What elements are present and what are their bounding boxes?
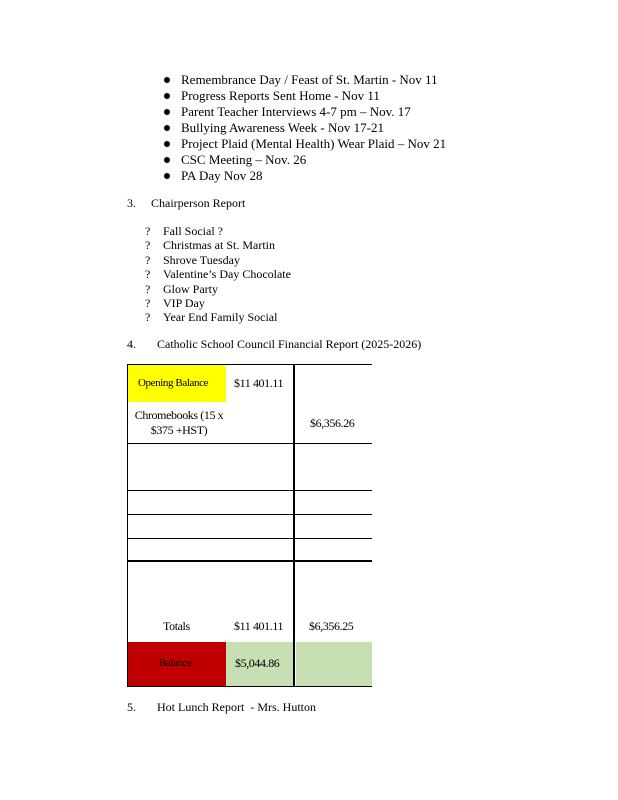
bullet-icon [164,93,170,99]
section-4-number: 4. [127,337,136,351]
question-marker-icon: ? [145,296,151,310]
section-5-title: Hot Lunch Report - Mrs. Hutton [157,700,316,714]
event-item: Bullying Awareness Week - Nov 17-21 [181,120,384,135]
section-3-number: 3. [127,196,136,210]
chairperson-item: Shrove Tuesday [163,252,241,267]
section-4-title: Catholic School Council Financial Report (2025-2026) [157,337,422,351]
event-item: PA Day Nov 28 [181,168,263,183]
event-item: Remembrance Day / Feast of St. Martin - Nov 11 [181,72,438,87]
bullet-icon [164,173,170,179]
question-marker-icon: ? [145,267,151,282]
chairperson-item: Year End Family Social [163,310,278,325]
opening-balance-value: $11 401.11 [234,376,284,390]
question-marker-icon: ? [145,252,151,267]
question-marker-icon: ? [145,224,151,238]
opening-balance-label: Opening Balance [138,377,209,389]
chairperson-item: VIP Day [163,296,205,310]
totals-income: $11 401.11 [234,619,284,633]
bullet-icon [164,77,170,83]
balance-label: Balance [159,657,192,669]
chromebooks-value: $6,356.26 [310,416,355,430]
chairperson-item: Christmas at St. Martin [163,238,275,253]
totals-label: Totals [163,619,190,633]
section-5-number: 5. [127,700,136,714]
bullet-icon [164,109,170,115]
question-marker-icon: ? [145,238,151,253]
chairperson-item: Glow Party [163,281,218,296]
question-marker-icon: ? [145,310,151,325]
event-item: Parent Teacher Interviews 4-7 pm – Nov. 17 [181,104,411,119]
totals-expense: $6,356.25 [309,619,354,633]
bullet-icon [164,157,170,163]
bullet-icon [164,141,170,147]
bullet-icon [164,125,170,131]
chairperson-item: Valentine’s Day Chocolate [163,267,291,282]
question-marker-icon: ? [145,281,151,296]
event-item: Project Plaid (Mental Health) Wear Plaid – Nov 21 [181,136,447,151]
chairperson-item: Fall Social ? [163,224,223,238]
balance-value: $5,044.86 [235,656,280,670]
chromebooks-label: Chromebooks (15 x $375 +HST) [134,408,224,437]
section-3-title: Chairperson Report [151,196,246,210]
balance-empty-cell [296,642,372,687]
event-item: CSC Meeting – Nov. 26 [181,152,307,167]
event-item: Progress Reports Sent Home - Nov 11 [181,88,380,103]
